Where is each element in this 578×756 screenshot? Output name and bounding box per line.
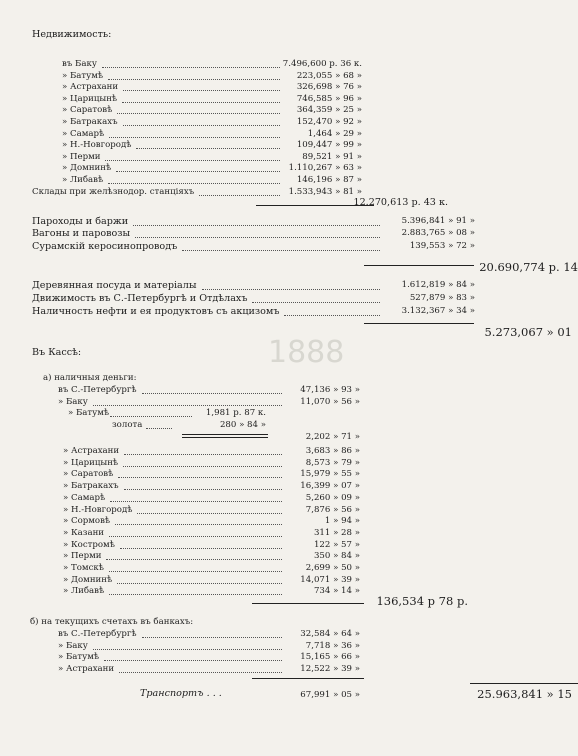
cash-row-value: 7,876 » 56 » bbox=[305, 504, 360, 515]
cash-rule bbox=[252, 603, 364, 604]
immovable-row-label: » Либавѣ bbox=[62, 175, 104, 185]
cash-row-value: 16,399 » 07 » bbox=[300, 481, 360, 492]
cash-row-label: » Самарѣ bbox=[63, 492, 106, 503]
immovable-row-label: » Царицынѣ bbox=[62, 93, 118, 104]
immovable-row-value: 746,585 » 96 » bbox=[296, 93, 362, 104]
transport-row-label: Пароходы и баржи bbox=[32, 216, 129, 227]
bleed-through-text: 1888 bbox=[268, 335, 345, 370]
dot-leader bbox=[123, 466, 282, 467]
dot-leader bbox=[142, 393, 282, 394]
other-row-label: Деревянная посуда и матеріалы bbox=[32, 280, 197, 291]
dot-leader bbox=[199, 195, 280, 196]
cash-row-value: 8,573 » 79 » bbox=[305, 457, 360, 468]
immovable-row-value: 1,464 » 29 » bbox=[307, 128, 362, 139]
immovable-row-label: » Н.-Новгородѣ bbox=[62, 140, 132, 151]
cash-row-label: » Сормовѣ bbox=[63, 516, 111, 527]
immovable-row-label: въ Баку bbox=[62, 59, 97, 69]
bank-row-value: 32,584 » 64 » bbox=[300, 629, 360, 639]
other-row-value: 3.132,367 » 34 » bbox=[401, 306, 475, 317]
cash-row-label: » Костромѣ bbox=[63, 539, 115, 550]
immovable-row-value: 7.496,600 р. 36 к. bbox=[282, 59, 362, 69]
cash-row-value: 311 » 28 » bbox=[313, 527, 360, 538]
grand-total: 25.963,841 » 15 bbox=[477, 687, 572, 701]
dot-leader bbox=[110, 416, 192, 417]
cash-row-label: » Царицынѣ bbox=[63, 457, 119, 468]
immovable-row-value: 152,470 » 92 » bbox=[296, 117, 362, 127]
immovable-row-label: » Астрахани bbox=[62, 82, 119, 93]
batum-double-rule bbox=[182, 434, 268, 438]
bank-row-value: 7,718 » 36 » bbox=[305, 640, 360, 651]
batum-label: » Батумѣ bbox=[68, 408, 110, 418]
cash-row-value: 11,070 » 56 » bbox=[300, 396, 360, 407]
cash-subheading-a: а) наличныя деньги: bbox=[43, 373, 137, 383]
section-title-immovable: Недвижимость: bbox=[32, 29, 112, 40]
cash-row-label: » Перми bbox=[63, 551, 102, 562]
section-title-cash: Въ Кассѣ: bbox=[32, 347, 82, 358]
bank-rule bbox=[252, 678, 364, 679]
grand-total-rule bbox=[470, 683, 578, 684]
cash-row-label: » Либавѣ bbox=[63, 586, 105, 597]
other-row-value: 527,879 » 83 » bbox=[409, 293, 475, 304]
cash-row-value: 14,071 » 39 » bbox=[300, 574, 360, 585]
dot-leader bbox=[93, 405, 282, 406]
cash-row-value: 5,260 » 09 » bbox=[305, 492, 360, 503]
immovable-row-value: 146,196 » 87 » bbox=[296, 175, 362, 185]
cash-row-value: 1 » 94 » bbox=[324, 516, 360, 527]
cash-row-value: 2,699 » 50 » bbox=[305, 563, 360, 573]
dot-leader bbox=[109, 571, 282, 572]
dot-leader bbox=[105, 160, 280, 161]
cash-row-label: » Томскѣ bbox=[63, 563, 104, 573]
dot-leader bbox=[202, 289, 380, 290]
cash-total: 136,534 р 78 р. bbox=[376, 594, 468, 608]
dot-leader bbox=[119, 672, 282, 673]
dot-leader bbox=[108, 183, 280, 184]
immovable-row-value: 326,698 » 76 » bbox=[296, 82, 362, 93]
immovable-row-label: » Батракахъ bbox=[62, 117, 118, 127]
bank-row-value: 12,522 » 39 » bbox=[300, 664, 360, 675]
dot-leader bbox=[118, 477, 282, 478]
dot-leader bbox=[109, 536, 282, 537]
bank-row-label: въ С.-Петербургѣ bbox=[58, 629, 137, 639]
immovable-row-label: Склады при желѣзнодор. станціяхъ bbox=[32, 186, 195, 197]
dot-leader bbox=[124, 489, 282, 490]
immovable-row-value: 109,447 » 99 » bbox=[296, 140, 362, 151]
dot-leader bbox=[109, 594, 282, 595]
batum-gold-amount: 280 » 84 » bbox=[219, 420, 266, 430]
immovable-row-value: 364,359 » 25 » bbox=[296, 105, 362, 116]
immovable-row-label: » Перми bbox=[62, 151, 101, 162]
cash-row-value: 350 » 84 » bbox=[313, 551, 360, 562]
cash-row-label: » Батракахъ bbox=[63, 481, 119, 492]
batum-sum: 2,202 » 71 » bbox=[305, 432, 360, 442]
transport-rule bbox=[364, 265, 474, 266]
cash-row-label: » Саратовѣ bbox=[63, 469, 114, 480]
dot-leader bbox=[146, 428, 172, 429]
cash-row-value: 122 » 57 » bbox=[313, 539, 360, 550]
dot-leader bbox=[137, 513, 282, 514]
dot-leader bbox=[135, 237, 380, 238]
dot-leader bbox=[104, 660, 282, 661]
dot-leader bbox=[106, 559, 282, 560]
grand-subtotal-1: 20.690,774 р. 14 bbox=[479, 260, 578, 274]
immovable-row-value: 1.533,943 » 81 » bbox=[288, 186, 362, 197]
immovable-row-label: » Самарѣ bbox=[62, 128, 105, 139]
dot-leader bbox=[284, 315, 380, 316]
immovable-row-value: 89,521 » 91 » bbox=[302, 151, 362, 162]
immovable-row-label: » Домнинѣ bbox=[62, 163, 112, 174]
dot-leader bbox=[117, 113, 280, 114]
dot-leader bbox=[110, 501, 282, 502]
dot-leader bbox=[124, 454, 282, 455]
transport-row-value: 2.883,765 » 08 » bbox=[401, 228, 475, 239]
immovable-total: 12.270,613 р. 43 к. bbox=[353, 197, 448, 208]
dot-leader bbox=[108, 79, 280, 80]
grand-subtotal-2: 5.273,067 » 01 bbox=[484, 325, 572, 339]
cash-row-value: 734 » 14 » bbox=[313, 586, 360, 597]
dot-leader bbox=[252, 302, 380, 303]
dot-leader bbox=[123, 90, 280, 91]
bank-row-label: » Астрахани bbox=[58, 664, 115, 675]
cash-row-label: » Домнинѣ bbox=[63, 574, 113, 585]
dot-leader bbox=[142, 637, 282, 638]
bank-row-label: » Баку bbox=[58, 640, 88, 651]
cash-row-label: » Н.-Новгородѣ bbox=[63, 504, 133, 515]
transport-row-label: Сурамскій керосинопроводъ bbox=[32, 240, 178, 252]
immovable-row-label: » Саратовѣ bbox=[62, 105, 113, 116]
cash-row-value: 47,136 » 93 » bbox=[300, 385, 360, 395]
dot-leader bbox=[136, 148, 280, 149]
cash-row-label: » Казани bbox=[63, 527, 105, 538]
carry-forward-label: Транспортъ . . . bbox=[140, 688, 222, 699]
dot-leader bbox=[102, 67, 280, 68]
cash-row-value: 3,683 » 86 » bbox=[305, 446, 360, 456]
immovable-row-label: » Батумѣ bbox=[62, 70, 104, 81]
cash-row-label: въ С.-Петербургѣ bbox=[58, 385, 137, 395]
transport-row-label: Вагоны и паровозы bbox=[32, 228, 131, 240]
dot-leader bbox=[116, 171, 280, 172]
cash-row-value: 15,979 » 55 » bbox=[300, 469, 360, 480]
transport-row-value: 5.396,841 » 91 » bbox=[401, 216, 475, 226]
transport-row-value: 139,553 » 72 » bbox=[409, 240, 475, 251]
dot-leader bbox=[120, 548, 282, 549]
batum-amount: 1,981 р. 87 к. bbox=[205, 408, 266, 418]
other-row-label: Движимость въ С.-Петербургѣ и Отдѣлахъ bbox=[32, 293, 248, 305]
dot-leader bbox=[109, 137, 280, 138]
cash-row-label: » Баку bbox=[58, 396, 88, 407]
dot-leader bbox=[182, 250, 380, 251]
cash-row-label: » Астрахани bbox=[63, 446, 120, 456]
dot-leader bbox=[122, 102, 280, 103]
dot-leader bbox=[123, 125, 280, 126]
other-row-label: Наличность нефти и ея продуктовъ съ акцизомъ bbox=[32, 306, 280, 318]
dot-leader bbox=[93, 649, 282, 650]
other-row-value: 1.612,819 » 84 » bbox=[401, 280, 475, 290]
immovable-row-value: 223,055 » 68 » bbox=[296, 70, 362, 81]
batum-gold-label: золота bbox=[112, 420, 143, 430]
immovable-row-value: 1.110,267 » 63 » bbox=[288, 163, 362, 174]
bank-row-value: 15,165 » 66 » bbox=[300, 652, 360, 663]
dot-leader bbox=[133, 225, 380, 226]
bank-subheading-b: б) на текущихъ счетахъ въ банкахъ: bbox=[30, 617, 194, 627]
dot-leader bbox=[117, 583, 282, 584]
carry-forward-value: 67,991 » 05 » bbox=[300, 690, 360, 700]
other-rule bbox=[364, 323, 474, 324]
dot-leader bbox=[115, 524, 282, 525]
bank-row-label: » Батумѣ bbox=[58, 652, 100, 663]
